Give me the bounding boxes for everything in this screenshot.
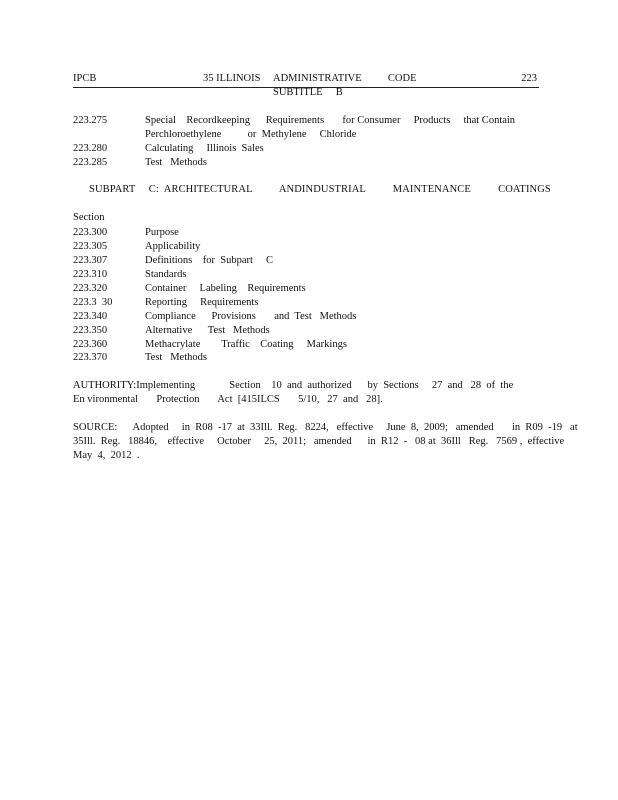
section-number: 223.370	[73, 352, 108, 363]
section-title: Reporting Requirements	[145, 297, 259, 308]
authority-paragraph	[73, 379, 543, 407]
section-title: Purpose	[145, 227, 179, 238]
section-number: 223.307	[73, 255, 108, 266]
toc-row	[73, 114, 543, 142]
section-title: Container Labeling Requirements	[145, 283, 306, 294]
header-agency: IPCB	[73, 73, 97, 84]
header-part-number: 223	[521, 73, 537, 84]
section-title: Definitions for Subpart C	[145, 255, 274, 266]
section-number: 223.275	[73, 115, 108, 126]
source-line: May 4, 2012 .	[73, 450, 140, 461]
page-header	[73, 73, 539, 88]
subpart-heading: SUBPART C: ARCHITECTURAL ANDINDUSTRIAL MAINTENANCE COATINGS	[89, 184, 551, 195]
source-paragraph	[73, 421, 578, 463]
source-line: 35Ill. Reg. 18846, effective October 25, 2011; amended in R12 - 08 at 36Ill Reg. 7569 , effective	[73, 436, 565, 447]
section-number: 223.340	[73, 311, 108, 322]
section-title: Special Recordkeeping Requirements for Consumer Products that Contain	[145, 115, 516, 126]
section-title: Compliance Provisions and Test Methods	[145, 311, 357, 322]
section-title: Test Methods	[145, 157, 207, 168]
authority-line: AUTHORITY:Implementing Section 10 and authorized by Sections 27 and 28 of the	[73, 380, 514, 391]
section-number: 223.360	[73, 339, 108, 350]
section-number: 223.285	[73, 157, 108, 168]
section-number: 223.310	[73, 269, 108, 280]
section-number: 223.350	[73, 325, 108, 336]
section-number: 223.305	[73, 241, 108, 252]
section-title: Standards	[145, 269, 187, 280]
section-number: 223.3 30	[73, 297, 113, 308]
section-title: Calculating Illinois Sales	[145, 143, 264, 154]
section-title: Applicability	[145, 241, 201, 252]
section-title-continued: Perchloroethylene or Methylene Chloride	[145, 129, 357, 140]
section-column-label: Section	[73, 212, 105, 223]
section-number: 223.280	[73, 143, 108, 154]
source-line: SOURCE: Adopted in R08 -17 at 33Ill. Reg. 8224, effective June 8, 2009; amended in R09 -19 at	[73, 422, 578, 433]
section-title: Test Methods	[145, 352, 207, 363]
section-number: 223.320	[73, 283, 108, 294]
header-code-title: 35 ILLINOIS ADMINISTRATIVE CODE	[203, 73, 417, 84]
section-title: Methacrylate Traffic Coating Markings	[145, 339, 347, 350]
authority-line: En vironmental Protection Act [415ILCS 5/10, 27 and 28].	[73, 394, 383, 405]
section-title: Alternative Test Methods	[145, 325, 270, 336]
header-subtitle: SUBTITLE B	[273, 87, 343, 98]
section-number: 223.300	[73, 227, 108, 238]
